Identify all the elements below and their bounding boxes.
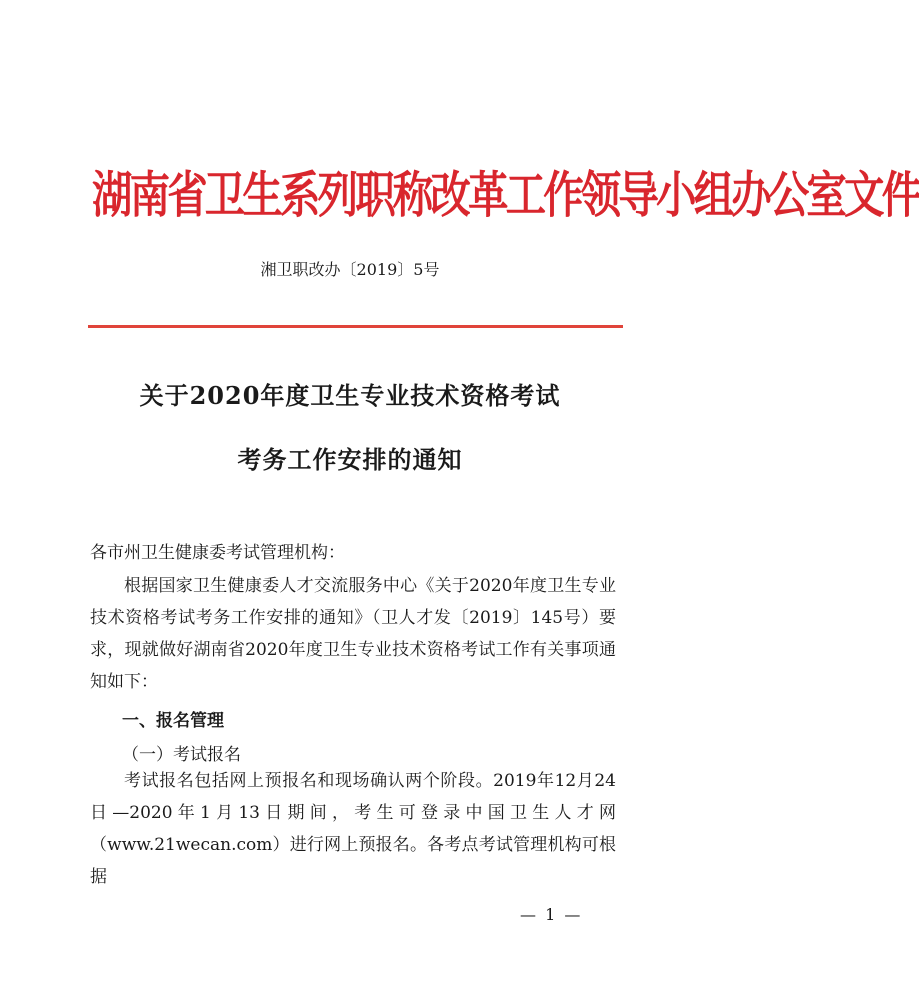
page-number: — 1 —	[520, 905, 583, 924]
issuer-header: 湖南省卫生系列职称改革工作领导小组办公室文件	[92, 167, 919, 225]
body-paragraph-1: 根据国家卫生健康委人才交流服务中心《关于2020年度卫生专业技术资格考试考务工作安排的通知》（卫人才发〔2019〕145号）要求，现就做好湖南省2020年度卫生专业技术资格考试工作有关事项通知如下：	[90, 576, 616, 692]
body-paragraph-2: 考试报名包括网上预报名和现场确认两个阶段。2019年12月24日—2020年1月13日期间，考生可登录中国卫生人才网（www.21wecan.com）进行网上预报名。各考点考试管理机构可根据	[90, 771, 616, 887]
addressee: 各市州卫生健康委考试管理机构：	[90, 543, 345, 563]
notice-title-line-2: 考务工作安排的通知	[237, 445, 463, 474]
red-divider-rule	[88, 325, 623, 328]
subsection-heading-1: （一）考试报名	[122, 745, 241, 765]
notice-title-line-1: 关于2020年度卫生专业技术资格考试	[139, 381, 561, 410]
section-heading-1: 一、报名管理	[122, 711, 224, 731]
document-number: 湘卫职改办〔2019〕5号	[260, 260, 440, 279]
